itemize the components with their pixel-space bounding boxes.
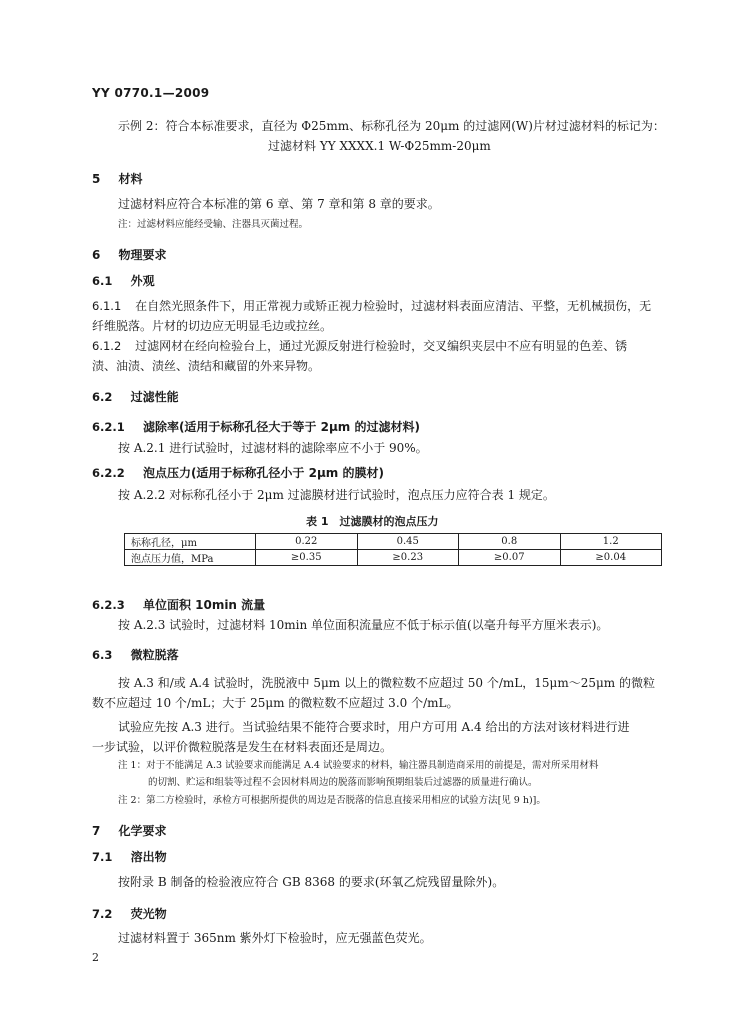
table-1-caption: 表 1 过滤膜材的泡点压力 <box>306 515 439 528</box>
section-number: 7.1 <box>92 850 113 864</box>
section-6-2-3-text: 按 A.2.3 试验时，过滤材料 10min 单位面积流量应不低于标示值(以毫升每平方厘米表示)。 <box>118 618 609 632</box>
clause-text: 过滤网材在经向检验台上，通过光源反射进行检验时，交叉编织夹层中不应有明显的色差、锈 <box>135 339 628 353</box>
section-title: 溶出物 <box>130 850 167 864</box>
clause-text: 在自然光照条件下，用正常视力或矫正视力检验时，过滤材料表面应清洁、平整，无机械损伤，无 <box>135 299 652 313</box>
section-6-3-note1-line2: 的切割、贮运和组装等过程不会因材料周边的脱落而影响预期组装后过滤器的质量进行确认。 <box>148 777 538 788</box>
clause-number: 6.1.2 <box>92 339 122 353</box>
section-number: 7 <box>92 824 101 838</box>
para-6-1-1-line2: 纤维脱落。片材的切边应无明显毛边或拉丝。 <box>92 319 333 333</box>
section-title: 荧光物 <box>130 907 167 921</box>
section-7-1-heading <box>92 848 167 865</box>
clause-number: 6.2.1 <box>92 420 125 434</box>
clause-number: 6.2.3 <box>92 598 125 612</box>
clause-title: 单位面积 10min 流量 <box>142 598 266 612</box>
section-6-3-p2-line1: 试验应先按 A.3 进行。当试验结果不能符合要求时，用户方可用 A.4 给出的方法对该材料进行进 <box>118 720 630 734</box>
section-number: 6.3 <box>92 648 113 662</box>
section-title: 化学要求 <box>118 824 167 838</box>
section-6-2-2-heading <box>92 464 384 481</box>
bubble-point-table <box>124 533 662 566</box>
table-row <box>125 550 662 566</box>
table-cell: ≥0.35 <box>256 550 358 566</box>
table-cell: 0.22 <box>256 534 358 550</box>
clause-title: 滤除率(适用于标称孔径大于等于 2μm 的过滤材料) <box>142 420 420 434</box>
section-6-2-2-text: 按 A.2.2 对标称孔径小于 2μm 过滤膜材进行试验时，泡点压力应符合表 1 规定。 <box>118 488 555 502</box>
section-title: 过滤性能 <box>130 390 179 404</box>
section-5-heading <box>92 170 143 187</box>
section-number: 7.2 <box>92 907 113 921</box>
section-6-3-p1-line1: 按 A.3 和/或 A.4 试验时，洗脱液中 5μm 以上的微粒数不应超过 50 个/mL，15μm～25μm 的微粒 <box>118 676 655 690</box>
section-number: 6 <box>92 248 101 262</box>
para-6-1-1-line1 <box>92 298 651 314</box>
example2-line1: 示例 2：符合本标准要求，直径为 Φ25mm、标称孔径为 20μm 的过滤网(W)片材过滤材料的标记为： <box>118 119 665 133</box>
clause-number: 6.2.2 <box>92 466 125 480</box>
table-cell: 泡点压力值，MPa <box>125 550 256 566</box>
section-title: 材料 <box>118 172 143 186</box>
section-7-2-heading <box>92 905 167 922</box>
para-6-1-2-line1 <box>92 338 627 354</box>
table-cell: ≥0.04 <box>560 550 662 566</box>
section-6-3-heading <box>92 646 179 663</box>
section-6-3-p1-line2: 数不应超过 10 个/mL；大于 25μm 的微粒数不应超过 3.0 个/mL。 <box>92 696 459 710</box>
section-6-3-note2: 注 2：第二方检验时，承检方可根据所提供的周边是否脱落的信息直接采用相应的试验方法[见 9 h)]。 <box>118 795 546 806</box>
section-number: 5 <box>92 172 101 186</box>
table-cell: 0.45 <box>357 534 459 550</box>
table-cell: ≥0.23 <box>357 550 459 566</box>
table-row <box>125 534 662 550</box>
section-title: 物理要求 <box>118 248 167 262</box>
section-title: 微粒脱落 <box>130 648 179 662</box>
table-cell: 0.8 <box>459 534 561 550</box>
para-6-1-2-line2: 渍、油渍、渍丝、渍结和藏留的外来异物。 <box>92 359 321 373</box>
section-5-text: 过滤材料应符合本标准的第 6 章、第 7 章和第 8 章的要求。 <box>118 197 440 211</box>
section-title: 外观 <box>130 274 155 288</box>
clause-number: 6.1.1 <box>92 299 122 313</box>
section-6-2-1-text: 按 A.2.1 进行试验时，过滤材料的滤除率应不小于 90%。 <box>118 441 428 455</box>
section-6-1-heading <box>92 272 155 289</box>
section-number: 6.1 <box>92 274 113 288</box>
section-6-heading <box>92 246 167 263</box>
section-5-note: 注：过滤材料应能经受输、注器具灭菌过程。 <box>118 219 309 230</box>
section-6-2-heading <box>92 388 179 405</box>
table-cell: ≥0.07 <box>459 550 561 566</box>
table-cell: 标称孔径，μm <box>125 534 256 550</box>
example2-line2: 过滤材料 YY XXXX.1 W-Φ25mm-20μm <box>268 139 491 153</box>
section-7-1-text: 按附录 B 制备的检验液应符合 GB 8368 的要求(环氧乙烷残留量除外)。 <box>118 875 505 889</box>
section-6-3-note1-line1: 注 1：对于不能满足 A.3 试验要求而能满足 A.4 试验要求的材料，输注器具制造商采用的前提是，需对所采用材料 <box>118 760 599 771</box>
section-6-2-3-heading <box>92 596 265 613</box>
standard-number: YY 0770.1—2009 <box>92 86 210 100</box>
section-6-3-p2-line2: 一步试验，以评价微粒脱落是发生在材料表面还是周边。 <box>92 740 393 754</box>
clause-title: 泡点压力(适用于标称孔径小于 2μm 的膜材) <box>142 466 384 480</box>
page-number: 2 <box>92 951 99 964</box>
section-7-heading <box>92 822 167 839</box>
section-6-2-1-heading <box>92 418 420 435</box>
section-number: 6.2 <box>92 390 113 404</box>
section-7-2-text: 过滤材料置于 365nm 紫外灯下检验时，应无强蓝色荧光。 <box>118 931 432 945</box>
table-cell: 1.2 <box>560 534 662 550</box>
